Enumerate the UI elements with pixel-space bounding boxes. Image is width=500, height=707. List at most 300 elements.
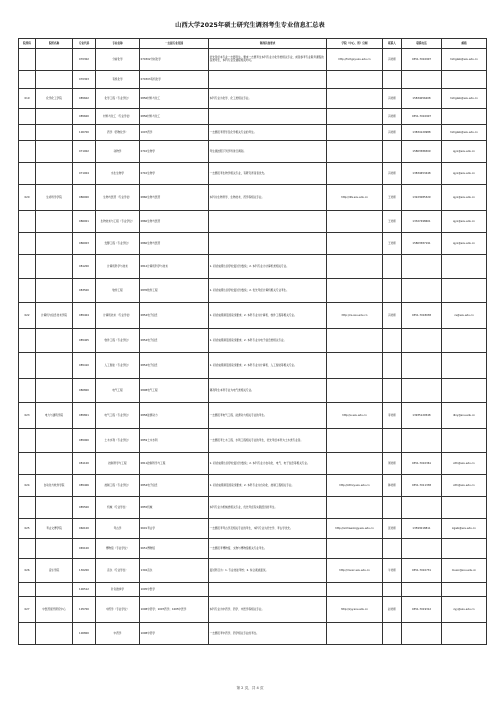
- contact-phone: [402, 352, 442, 378]
- major-code: 080800: [73, 378, 96, 402]
- contact-person: [383, 378, 402, 402]
- major-code: 085404: [73, 302, 96, 328]
- college-name: [36, 210, 73, 232]
- college-code: [19, 278, 36, 302]
- table-row: [19, 518, 487, 538]
- contact-person: 牛老师: [383, 558, 402, 582]
- email-link[interactable]: hxhgzsb@sxu.edu.cn: [442, 124, 487, 140]
- contact-phone: [402, 328, 442, 352]
- info-table: [18, 38, 487, 645]
- major-name: 软件工程: [96, 278, 140, 302]
- table-row: [19, 140, 487, 162]
- email-link: [442, 428, 487, 452]
- email-link[interactable]: sjyx@sxu.edu.cn: [442, 232, 487, 254]
- requirements: 本科专业为化学、化工类相关专业。: [209, 88, 327, 108]
- major-code: 065100: [73, 538, 96, 558]
- major-name: 药学（药物化学）: [96, 124, 140, 140]
- website-link: [327, 452, 383, 474]
- college-name: [36, 328, 73, 352]
- major-name: 动物学: [96, 140, 140, 162]
- major-name: 中药学: [96, 622, 140, 644]
- major-name: 中药学（专业学位）: [96, 596, 140, 622]
- requirements: 本科为生物科学、生物技术、药学等相关专业。: [209, 184, 327, 210]
- contact-phone: [402, 496, 442, 518]
- college-code: [19, 538, 36, 558]
- website-link[interactable]: http://zdhxy.sxu.edu.cn: [327, 474, 383, 496]
- table-row: [19, 496, 487, 518]
- requirements: 复试科目为：1. 专业技能考核；2. 综合素质面试。: [209, 558, 327, 582]
- requirements: 1. 初试成绩满足国家线要求；2. 本科专业为计算机、软件工程等相关专业。: [209, 302, 327, 328]
- major-code: 086000: [73, 184, 96, 210]
- website-link: [327, 88, 383, 108]
- header-cell: 学院（中心、所）官网: [327, 39, 383, 49]
- website-link: [327, 210, 383, 232]
- first-choice-range: 0860生物与医药: [140, 232, 209, 254]
- contact-person: [383, 538, 402, 558]
- first-choice-range: 0854电子信息: [140, 328, 209, 352]
- requirements: 1. 初试成绩达到学校复试分数线；2. 优先考虑计算机相关专业考生。: [209, 278, 327, 302]
- college-code: 027: [19, 596, 36, 622]
- header-cell: 调剂其他要求: [209, 39, 327, 49]
- contact-person: [383, 140, 402, 162]
- college-code: [19, 452, 36, 474]
- website-link[interactable]: http://archaeology.sxu.edu.cn: [327, 518, 383, 538]
- major-code: 085801: [73, 402, 96, 428]
- contact-person: [383, 328, 402, 352]
- table-row: [19, 88, 487, 108]
- college-name: [36, 378, 73, 402]
- requirements: 1. 初试成绩满足国家线要求；2. 本科专业为计算机、人工智能等相关专业。: [209, 352, 327, 378]
- contact-phone: 15834056208: [402, 88, 442, 108]
- college-code: [19, 162, 36, 184]
- major-name: 有机化学: [96, 70, 140, 88]
- contact-person: 王老师: [383, 232, 402, 254]
- contact-person: [383, 70, 402, 88]
- website-link: [327, 428, 383, 452]
- contact-person: [383, 428, 402, 452]
- contact-person: 冯老师: [383, 124, 402, 140]
- requirements: 1. 初试成绩满足国家线要求；2. 本科专业为自动化、控制工程相关专业。: [209, 474, 327, 496]
- major-name: 电气工程: [96, 378, 140, 402]
- contact-phone: 0351-7010907: [402, 108, 442, 124]
- first-choice-range: 1007药学: [140, 124, 209, 140]
- table-row: [19, 302, 487, 328]
- header-cell: 邮箱: [442, 39, 487, 49]
- website-link: [327, 622, 383, 644]
- major-name: 材料与化工（专业学位）: [96, 108, 140, 124]
- contact-phone: [402, 254, 442, 278]
- contact-phone: 0351-7019312: [402, 596, 442, 622]
- first-choice-range: 0859土木水利: [140, 428, 209, 452]
- college-code: [19, 124, 36, 140]
- major-name: 考古学: [96, 518, 140, 538]
- website-link: [327, 254, 383, 278]
- major-name: 发酵工程（专业学位）: [96, 232, 140, 254]
- college-name: [36, 124, 73, 140]
- contact-phone: 0351-7010731: [402, 558, 442, 582]
- major-code: 085405: [73, 328, 96, 352]
- table-row: [19, 328, 487, 352]
- major-name: 针灸推拿学: [96, 582, 140, 596]
- requirements: 一志愿报考药学及化学相关专业的考生。: [209, 124, 327, 140]
- college-name: 自动化与软件学院: [36, 474, 73, 496]
- contact-phone: [402, 428, 442, 452]
- college-code: [19, 496, 36, 518]
- college-code: [19, 582, 36, 596]
- major-code: 085602: [73, 88, 96, 108]
- college-name: [36, 162, 73, 184]
- requirements: [209, 582, 327, 596]
- email-link[interactable]: cs@sxu.edu.cn: [442, 302, 487, 328]
- major-code: 085500: [73, 496, 96, 518]
- website-link[interactable]: http://cs.sxu.edu.cn: [327, 302, 383, 328]
- college-name: 中医药现代研究中心: [36, 596, 73, 622]
- major-code: 071002: [73, 140, 96, 162]
- major-name: 土木水利（专业学位）: [96, 428, 140, 452]
- major-code: 083500: [73, 278, 96, 302]
- email-link[interactable]: hxhgzsb@sxu.edu.cn: [442, 88, 487, 108]
- first-choice-range: 0601考古学: [140, 518, 209, 538]
- email-link[interactable]: sjyx@sxu.edu.cn: [442, 140, 487, 162]
- table-row: [19, 352, 487, 378]
- contact-phone: 0351-7010907: [402, 48, 442, 70]
- major-name: 人工智能（专业学位）: [96, 352, 140, 378]
- table-row: [19, 402, 487, 428]
- contact-phone: [402, 582, 442, 596]
- major-code: 060100: [73, 518, 96, 538]
- major-name: 电气工程（专业学位）: [96, 402, 140, 428]
- college-name: 考古文博学院: [36, 518, 73, 538]
- website-link[interactable]: http://hxhgxy.sxu.edu.cn: [327, 48, 383, 70]
- website-link: [327, 162, 383, 184]
- first-choice-range: 0710生物学: [140, 140, 209, 162]
- major-code: 071004: [73, 162, 96, 184]
- college-code: 022: [19, 302, 36, 328]
- college-name: [36, 48, 73, 70]
- header-cell: 院所码: [19, 39, 36, 49]
- first-choice-range: 0854电子信息: [140, 352, 209, 378]
- email-link[interactable]: sjyx@sxu.edu.cn: [442, 184, 487, 210]
- table-row: [19, 558, 487, 582]
- requirements: [209, 70, 327, 88]
- header-row: [19, 39, 487, 49]
- major-name: 控制科学与工程: [96, 452, 140, 474]
- header-cell: 专业代码: [73, 39, 96, 49]
- major-name: 水生生物学: [96, 162, 140, 184]
- contact-person: 冯老师: [383, 162, 402, 184]
- requirements: 1. 初试成绩达到学校复试分数线；2. 本科专业为自动化、电气、电子信息等相关专业。: [209, 452, 327, 474]
- email-link: [442, 108, 487, 124]
- major-name: 博物馆（专业学位）: [96, 538, 140, 558]
- college-name: [36, 428, 73, 452]
- header-cell: 院所名称: [36, 39, 73, 49]
- college-name: [36, 140, 73, 162]
- email-link[interactable]: dlxy@sxu.edu.cn: [442, 402, 487, 428]
- requirements: 一志愿报考生物学相关专业，有研究背景者优先。: [209, 162, 327, 184]
- college-name: 化学化工学院: [36, 88, 73, 108]
- first-choice-range: 1008中药学；1007药学；1005中医学: [140, 596, 209, 622]
- header-cell: 一志愿专业范围: [140, 39, 209, 49]
- contact-person: 王老师: [383, 210, 402, 232]
- website-link: [327, 378, 383, 402]
- website-link: [327, 108, 383, 124]
- email-link[interactable]: music@sxu.edu.cn: [442, 558, 487, 582]
- college-name: [36, 70, 73, 88]
- major-name: 机械（专业学位）: [96, 496, 140, 518]
- college-code: [19, 254, 36, 278]
- table-row: [19, 48, 487, 70]
- table-row: [19, 596, 487, 622]
- contact-phone: 13593018811: [402, 518, 442, 538]
- contact-phone: 0351-7011338: [402, 474, 442, 496]
- requirements: 优先考虑本专业一志愿考生。要求一志愿考生本科专业为化学类相关专业，或者参考专业联考课程的各类考生，本科专业及课程相关均可。: [209, 48, 327, 70]
- website-link[interactable]: http://music.sxu.edu.cn: [327, 558, 383, 582]
- first-choice-range: 0860生物与医药: [140, 184, 209, 210]
- requirements: 一志愿报考土木工程、水利工程相关专业的考生，优先考虑本科为土木类专业者。: [209, 428, 327, 452]
- college-code: [19, 48, 36, 70]
- college-code: [19, 232, 36, 254]
- email-link: [442, 328, 487, 352]
- major-code: 070303: [73, 70, 96, 88]
- website-link[interactable]: http://zyy.sxu.edu.cn: [327, 596, 383, 622]
- table-row: [19, 582, 487, 596]
- major-code: 081200: [73, 254, 96, 278]
- contact-person: 冯老师: [383, 302, 402, 328]
- major-name: 生物与医药（专业学位）: [96, 184, 140, 210]
- email-link: [442, 352, 487, 378]
- website-link: [327, 352, 383, 378]
- first-choice-range: 0835软件工程: [140, 278, 209, 302]
- first-choice-range: 0710生物学: [140, 162, 209, 184]
- email-link[interactable]: zdh@sxu.edu.cn: [442, 452, 487, 474]
- contact-person: 冯老师: [383, 48, 402, 70]
- email-link[interactable]: hxhgzsb@sxu.edu.cn: [442, 48, 487, 70]
- first-choice-range: 0858能源动力: [140, 402, 209, 428]
- requirements: 一志愿报考博物馆、文物与博物馆相关专业考生。: [209, 538, 327, 558]
- major-code: 100512: [73, 582, 96, 596]
- first-choice-range: 0812计算机科学与技术: [140, 254, 209, 278]
- college-code: [19, 428, 36, 452]
- requirements: 一志愿报考中药学、药学相关专业的考生。: [209, 622, 327, 644]
- requirements: 1. 初试成绩达到学校复试分数线；2. 本科专业为计算机类相关专业。: [209, 254, 327, 278]
- college-code: 023: [19, 402, 36, 428]
- requirements: 一志愿报考考古学及相关专业的考生，本科专业为历史学、考古学优先。: [209, 518, 327, 538]
- table-row: [19, 124, 487, 140]
- college-code: 019: [19, 88, 36, 108]
- contact-person: [383, 278, 402, 302]
- major-code: 081100: [73, 452, 96, 474]
- major-code: 086001: [73, 210, 96, 232]
- table-row: [19, 474, 487, 496]
- website-link: [327, 278, 383, 302]
- first-choice-range: 0854电子信息: [140, 474, 209, 496]
- first-choice-range: 0854电子信息: [140, 302, 209, 328]
- contact-person: [383, 622, 402, 644]
- contact-phone: [402, 378, 442, 402]
- contact-person: 赵老师: [383, 596, 402, 622]
- contact-person: 周老师: [383, 452, 402, 474]
- major-code: 086003: [73, 232, 96, 254]
- contact-person: [383, 496, 402, 518]
- first-choice-range: 1008中药学: [140, 622, 209, 644]
- requirements: [209, 210, 327, 232]
- website-link[interactable]: http://e.sxu.edu.cn: [327, 402, 383, 428]
- contact-phone: [402, 622, 442, 644]
- college-name: [36, 232, 73, 254]
- table-row: [19, 428, 487, 452]
- contact-phone: [402, 538, 442, 558]
- contact-phone: 13327498601: [402, 210, 442, 232]
- contact-person: [383, 352, 402, 378]
- college-code: [19, 328, 36, 352]
- table-row: [19, 70, 487, 88]
- website-link: [327, 232, 383, 254]
- contact-phone: 13935120548: [402, 402, 442, 428]
- college-name: [36, 254, 73, 278]
- first-choice-range: 0651博物馆: [140, 538, 209, 558]
- college-name: 计算机与信息技术学院: [36, 302, 73, 328]
- website-link: [327, 582, 383, 596]
- college-code: [19, 108, 36, 124]
- college-code: 024: [19, 474, 36, 496]
- header-cell: 联系电话: [402, 39, 442, 49]
- table-row: [19, 378, 487, 402]
- table-row: [19, 538, 487, 558]
- major-name: 化学工程（专业学位）: [96, 88, 140, 108]
- contact-phone: 15803587191: [402, 232, 442, 254]
- major-name: 计算机技术（专业学位）: [96, 302, 140, 328]
- college-name: [36, 108, 73, 124]
- email-link: [442, 496, 487, 518]
- major-code: 105700: [73, 596, 96, 622]
- website-link: [327, 496, 383, 518]
- requirements: 本科专业为中药学、药学、中医学等相关专业。: [209, 596, 327, 622]
- college-name: [36, 278, 73, 302]
- contact-phone: 13834120988: [402, 124, 442, 140]
- college-name: [36, 582, 73, 596]
- major-code: 070302: [73, 48, 96, 70]
- contact-phone: 13223085329: [402, 184, 442, 210]
- major-code: 085410: [73, 352, 96, 378]
- college-code: [19, 210, 36, 232]
- major-name: 软件工程（专业学位）: [96, 328, 140, 352]
- contact-phone: [402, 70, 442, 88]
- email-link: [442, 622, 487, 644]
- first-choice-range: 070302分析化学: [140, 48, 209, 70]
- table-row: [19, 452, 487, 474]
- email-link[interactable]: kgwb@sxu.edu.cn: [442, 518, 487, 538]
- college-name: 电力与建筑学院: [36, 402, 73, 428]
- college-code: [19, 352, 36, 378]
- contact-phone: [402, 278, 442, 302]
- requirements: 调剂考生本科专业为电气类相关专业。: [209, 378, 327, 402]
- requirements: [209, 108, 327, 124]
- table-row: [19, 278, 487, 302]
- header-cell: 联系人: [383, 39, 402, 49]
- email-link: [442, 538, 487, 558]
- major-code: 100800: [73, 622, 96, 644]
- website-link: [327, 328, 383, 352]
- requirements: [209, 232, 327, 254]
- college-name: 音乐学院: [36, 558, 73, 582]
- major-name: 音乐（专业学位）: [96, 558, 140, 582]
- first-choice-range: 0860生物与医药: [140, 210, 209, 232]
- table-body: [19, 48, 487, 644]
- table-row: [19, 254, 487, 278]
- website-link: [327, 140, 383, 162]
- college-code: 026: [19, 558, 36, 582]
- contact-person: 冯老师: [383, 88, 402, 108]
- table-row: [19, 210, 487, 232]
- college-name: [36, 452, 73, 474]
- college-code: [19, 378, 36, 402]
- contact-person: [383, 254, 402, 278]
- email-link: [442, 582, 487, 596]
- email-link[interactable]: zyy@sxu.edu.cn: [442, 596, 487, 622]
- major-name: 生物技术与工程（专业学位）: [96, 210, 140, 232]
- requirements: 一志愿报考电气工程、能源动力相关专业的考生。: [209, 402, 327, 428]
- requirements: 1. 初试成绩满足国家线要求；2. 本科专业为电子信息类相关专业。: [209, 328, 327, 352]
- header-cell: 专业名称: [96, 39, 140, 49]
- email-link: [442, 278, 487, 302]
- contact-phone: 0351-7018038: [402, 302, 442, 328]
- college-name: [36, 622, 73, 644]
- college-name: 生命科学学院: [36, 184, 73, 210]
- requirements: 考生须按照下列学科进行调剂。: [209, 140, 327, 162]
- college-code: [19, 140, 36, 162]
- first-choice-range: 0808电气工程: [140, 378, 209, 402]
- email-link[interactable]: zdh@sxu.edu.cn: [442, 474, 487, 496]
- first-choice-range: 0855机械: [140, 496, 209, 518]
- page-footer: 第 2 页，共 4 页: [236, 686, 264, 690]
- first-choice-range: 0856材料与化工: [140, 108, 209, 124]
- email-link[interactable]: sjyx@sxu.edu.cn: [442, 210, 487, 232]
- contact-phone: 15803586509: [402, 140, 442, 162]
- contact-person: 张老师: [383, 518, 402, 538]
- table-row: [19, 108, 487, 124]
- major-code: 130200: [73, 558, 96, 582]
- first-choice-range: 0811控制科学与工程: [140, 452, 209, 474]
- major-name: 控制工程（专业学位）: [96, 474, 140, 496]
- first-choice-range: 1302音乐: [140, 558, 209, 582]
- contact-person: 韩老师: [383, 474, 402, 496]
- website-link: [327, 124, 383, 140]
- college-code: [19, 622, 36, 644]
- table-row: [19, 232, 487, 254]
- website-link: [327, 70, 383, 88]
- contact-person: 冯老师: [383, 108, 402, 124]
- major-name: 计算机科学与技术: [96, 254, 140, 278]
- college-name: [36, 496, 73, 518]
- college-code: 020: [19, 184, 36, 210]
- college-name: [36, 538, 73, 558]
- major-code: 100700: [73, 124, 96, 140]
- college-code: 025: [19, 518, 36, 538]
- contact-person: 李老师: [383, 402, 402, 428]
- contact-person: [383, 582, 402, 596]
- website-link: [327, 538, 383, 558]
- college-code: [19, 70, 36, 88]
- contact-phone: 0351-7010361: [402, 452, 442, 474]
- website-link[interactable]: http://life.sxu.edu.cn: [327, 184, 383, 210]
- contact-person: 王老师: [383, 184, 402, 210]
- table-row: [19, 162, 487, 184]
- major-name: 分析化学: [96, 48, 140, 70]
- major-code: 085600: [73, 108, 96, 124]
- major-code: 085406: [73, 474, 96, 496]
- first-choice-range: 070303有机化学: [140, 70, 209, 88]
- email-link[interactable]: sjyx@sxu.edu.cn: [442, 162, 487, 184]
